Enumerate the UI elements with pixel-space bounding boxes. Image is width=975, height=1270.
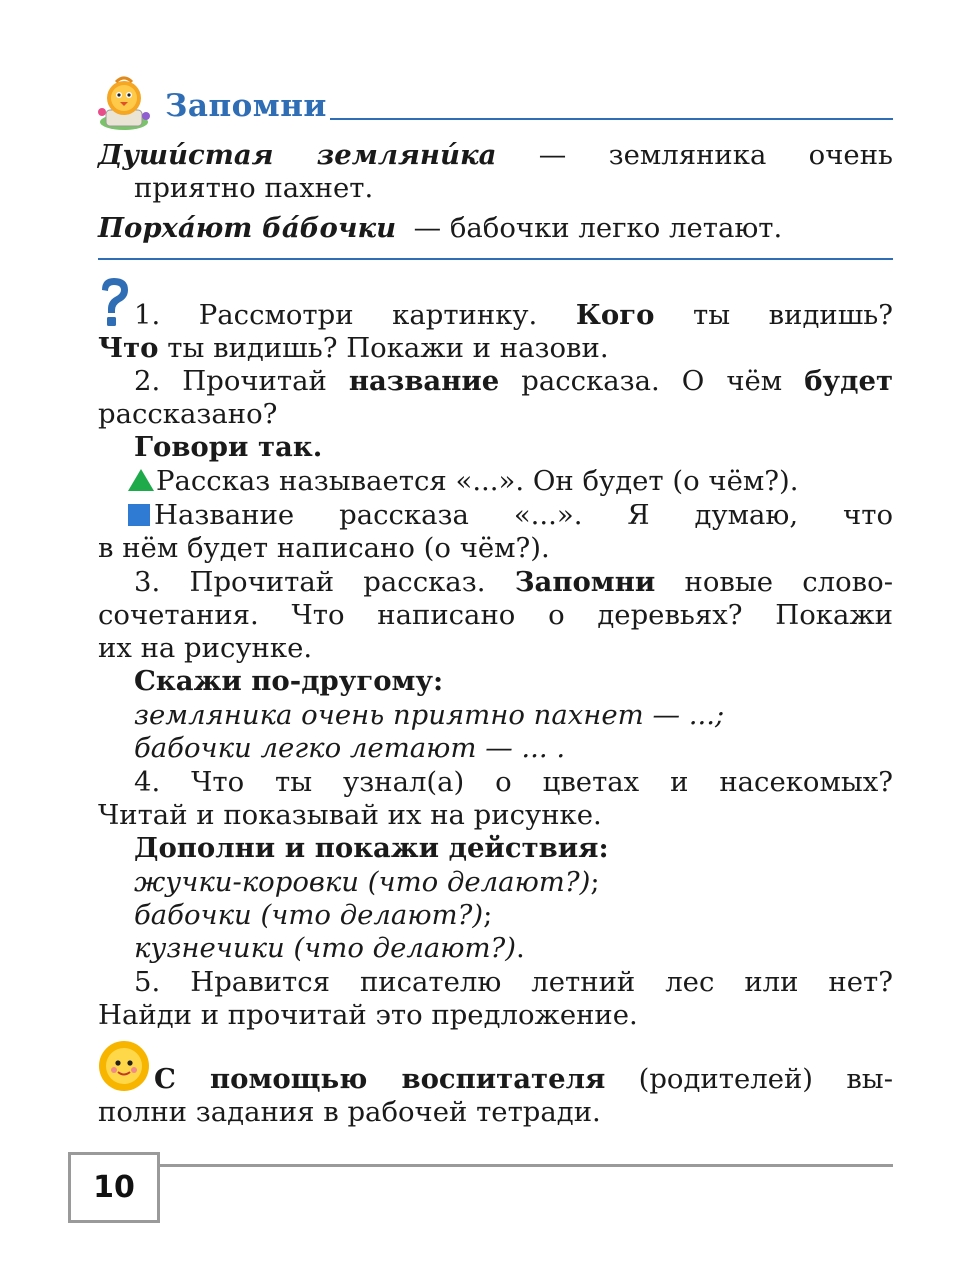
q4-item-1-text: жучки-коровки (что делают?)	[134, 866, 591, 898]
remember-term-2: Порха́ют ба́бочки	[98, 212, 397, 244]
footer-rule	[157, 1164, 893, 1167]
help-line-2: полни задания в рабочей тетради.	[98, 1096, 601, 1128]
remember-definition-1b: приятно пахнет.	[134, 172, 374, 204]
q3-line-2	[98, 599, 893, 632]
q1-text-b2: ты видишь? Покажи и назови.	[167, 332, 609, 364]
q4-item-3-text: кузнечики (что делают?)	[134, 932, 517, 964]
q4-text-a: 4. Что ты узнал(а) о цветах и насекомых?	[134, 766, 893, 798]
q2-line-2: рассказано?	[98, 398, 278, 430]
q3-line-1	[134, 566, 893, 599]
q4-item-1-punct: ;	[590, 866, 600, 898]
q2-text-will: будет	[804, 365, 893, 397]
q3-example-1: земляника очень приятно пахнет — ...;	[134, 699, 725, 731]
remember-definition-2: — бабочки легко летают.	[413, 212, 783, 244]
q3-say-heading: Скажи по-другому:	[134, 665, 444, 697]
q4-item-2-punct: ;	[483, 899, 493, 931]
q5-line-1	[134, 966, 893, 999]
remember-definition-1a: — земляника очень	[538, 139, 893, 171]
q2-square-line	[128, 499, 893, 532]
help-text-bold: С помощью воспитателя	[154, 1063, 606, 1095]
help-line-1	[154, 1063, 893, 1096]
q1-text-what: Что	[98, 332, 159, 364]
q1-text-who: Кого	[575, 299, 655, 331]
q3-line-3: их на рисунке.	[98, 632, 313, 664]
q4-line-1	[134, 766, 893, 799]
q2-square-text-a: Название рассказа «...». Я думаю, что	[154, 499, 893, 531]
remember-title: Запомни	[165, 88, 327, 124]
q2-say-heading: Говори так.	[134, 431, 323, 463]
q4-item-2-text: бабочки (что делают?)	[134, 899, 484, 931]
q2-triangle-line	[128, 465, 893, 498]
q2-text-a1: 2. Прочитай	[134, 365, 327, 397]
q4-add-heading: Дополни и покажи действия:	[134, 832, 609, 864]
q2-line-1	[134, 365, 893, 398]
q2-text-a3: рассказа. О чём	[521, 365, 783, 397]
q3-example-2: бабочки легко летают — ... .	[134, 732, 566, 764]
q2-triangle-text: Рассказ называется «...». Он будет (о чём?).	[156, 465, 799, 497]
q3-text-b: сочетания. Что написано о деревьях? Покажи	[98, 599, 893, 631]
q4-line-2: Читай и показывай их на рисунке.	[98, 799, 602, 831]
q3-text-a1: 3. Прочитай рассказ.	[134, 566, 486, 598]
blue-square-icon	[128, 504, 150, 526]
q1-line-1	[134, 299, 893, 332]
remember-header-rule	[330, 118, 893, 120]
q5-text-a: 5. Нравится писателю летний лес или нет?	[134, 966, 893, 998]
remember-bottom-rule	[98, 258, 893, 260]
q4-item-3-punct: .	[516, 932, 525, 964]
remember-term-1: Души́стая земляни́ка	[98, 139, 497, 171]
q4-item-2	[134, 899, 893, 932]
green-triangle-icon	[128, 469, 154, 491]
sun-mascot-icon	[98, 1040, 150, 1092]
q2-text-title: название	[348, 365, 500, 397]
q4-item-1	[134, 866, 893, 899]
question-mark-icon	[96, 276, 132, 328]
q1-text-a1: 1. Рассмотри картинку.	[134, 299, 538, 331]
q5-line-2: Найди и прочитай это предложение.	[98, 999, 638, 1031]
remember-entry-2	[98, 212, 782, 245]
q2-square-line-2: в нём будет написано (о чём?).	[98, 532, 550, 564]
q3-text-remember: Запомни	[514, 566, 656, 598]
q1-text-a3: ты видишь?	[693, 299, 894, 331]
chick-mascot-icon	[96, 72, 152, 132]
q4-item-3	[134, 932, 893, 965]
help-text-a2: (родителей) вы-	[638, 1063, 893, 1095]
q1-line-2	[98, 332, 609, 365]
remember-entry-1	[98, 139, 893, 172]
q3-text-a3: новые слово-	[684, 566, 894, 598]
page-number: 10	[68, 1152, 160, 1223]
